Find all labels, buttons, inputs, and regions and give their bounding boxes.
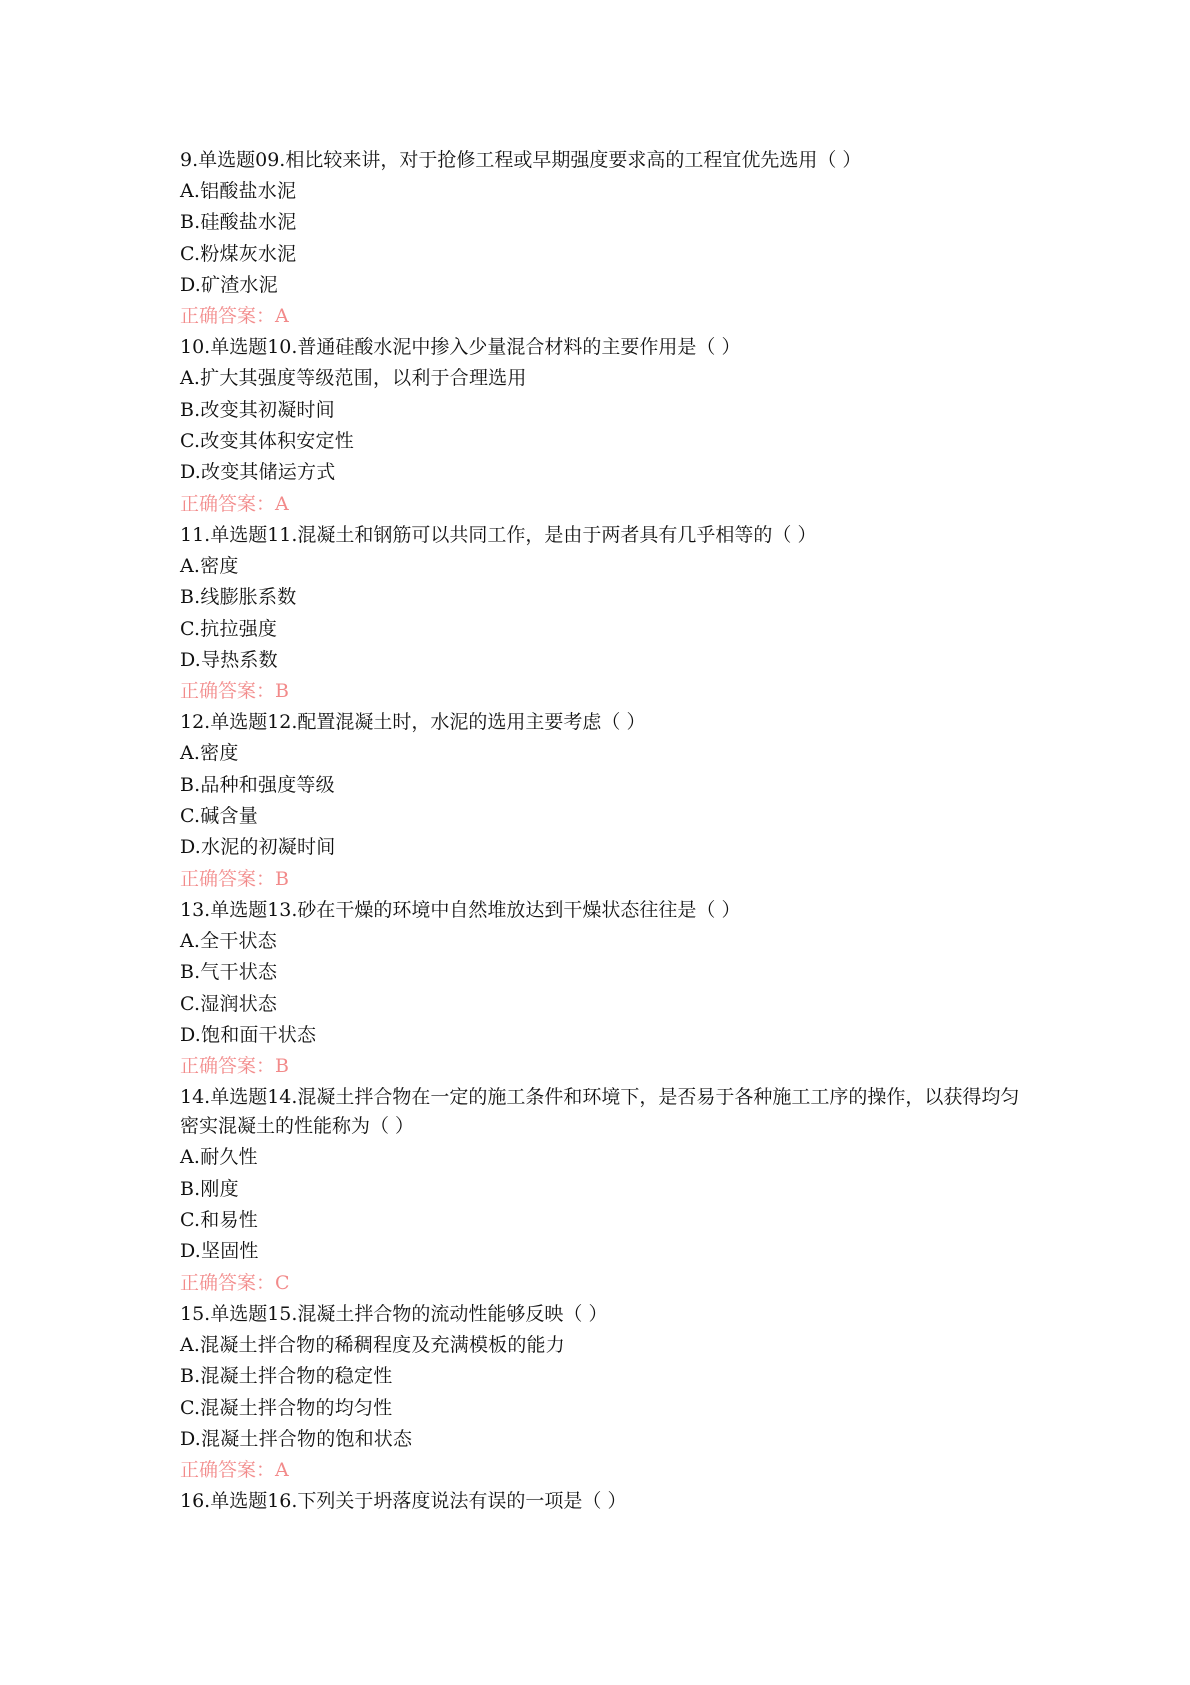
question-stem: 16.单选题16.下列关于坍落度说法有误的一项是（ ） [180, 1490, 627, 1513]
question-stem: 10.单选题10.普通硅酸水泥中掺入少量混合材料的主要作用是（ ） [180, 336, 741, 359]
correct-answer [180, 1455, 1020, 1486]
option-a: A.全干状态 [180, 929, 277, 952]
option-a: A.密度 [180, 554, 239, 577]
option-d: D.矿渣水泥 [180, 273, 278, 296]
answer-value: A [275, 1459, 289, 1482]
question-16 [180, 1486, 1020, 1517]
question-list [180, 145, 1020, 1517]
option-c: C.混凝土拌合物的均匀性 [180, 1396, 393, 1419]
answer-label: 正确答案： [180, 492, 276, 515]
answer-label: 正确答案： [180, 1459, 276, 1482]
option-c: C.改变其体积安定性 [180, 430, 354, 453]
correct-answer [180, 1051, 1020, 1082]
question-13 [180, 895, 1020, 1082]
question-9 [180, 145, 1020, 332]
correct-answer [180, 864, 1020, 895]
correct-answer [180, 676, 1020, 707]
option-b: B.混凝土拌合物的稳定性 [180, 1365, 393, 1388]
option-a: A.扩大其强度等级范围，以利于合理选用 [180, 367, 527, 390]
option-c: C.碱含量 [180, 805, 258, 828]
option-b: B.线膨胀系数 [180, 586, 297, 609]
option-a: A.耐久性 [180, 1146, 258, 1169]
question-stem: 14.单选题14.混凝土拌合物在一定的施工条件和环境下，是否易于各种施工工序的操作，以获得均匀密实混凝土的性能称为（ ） [180, 1086, 1020, 1138]
option-a: A.密度 [180, 742, 239, 765]
option-c: C.湿润状态 [180, 992, 278, 1015]
answer-label: 正确答案： [180, 680, 276, 703]
answer-label: 正确答案： [180, 305, 276, 328]
question-14 [180, 1082, 1020, 1298]
correct-answer [180, 301, 1020, 332]
option-a: A.混凝土拌合物的稀稠程度及充满模板的能力 [180, 1333, 565, 1356]
option-d: D.导热系数 [180, 648, 278, 671]
answer-value: B [275, 1055, 289, 1078]
question-stem: 11.单选题11.混凝土和钢筋可以共同工作，是由于两者具有几乎相等的（ ） [180, 523, 817, 546]
answer-label: 正确答案： [180, 1271, 276, 1294]
question-stem: 9.单选题09.相比较来讲，对于抢修工程或早期强度要求高的工程宜优先选用（ ） [180, 149, 862, 171]
question-15 [180, 1299, 1020, 1486]
question-11 [180, 520, 1020, 707]
option-d: D.水泥的初凝时间 [180, 836, 336, 859]
answer-value: A [275, 492, 289, 515]
question-stem: 15.单选题15.混凝土拌合物的流动性能够反映（ ） [180, 1302, 608, 1325]
option-a: A.铝酸盐水泥 [180, 180, 297, 202]
question-10 [180, 332, 1020, 519]
question-12 [180, 707, 1020, 894]
option-b: B.硅酸盐水泥 [180, 211, 297, 234]
option-d: D.混凝土拌合物的饱和状态 [180, 1427, 413, 1450]
option-d: D.饱和面干状态 [180, 1023, 317, 1046]
answer-value: C [275, 1271, 290, 1294]
question-stem: 12.单选题12.配置混凝土时，水泥的选用主要考虑（ ） [180, 711, 646, 734]
correct-answer [180, 1268, 1020, 1299]
answer-value: B [275, 867, 289, 890]
correct-answer [180, 489, 1020, 520]
answer-value: A [275, 305, 289, 328]
answer-label: 正确答案： [180, 867, 276, 890]
option-d: D.坚固性 [180, 1240, 259, 1263]
answer-label: 正确答案： [180, 1055, 276, 1078]
option-d: D.改变其储运方式 [180, 461, 336, 484]
option-b: B.气干状态 [180, 961, 278, 984]
question-stem: 13.单选题13.砂在干燥的环境中自然堆放达到干燥状态往往是（ ） [180, 898, 741, 921]
option-c: C.粉煤灰水泥 [180, 242, 297, 265]
answer-value: B [275, 680, 289, 703]
option-b: B.品种和强度等级 [180, 773, 335, 796]
option-b: B.改变其初凝时间 [180, 398, 335, 421]
option-b: B.刚度 [180, 1177, 239, 1200]
option-c: C.抗拉强度 [180, 617, 278, 640]
option-c: C.和易性 [180, 1209, 258, 1232]
